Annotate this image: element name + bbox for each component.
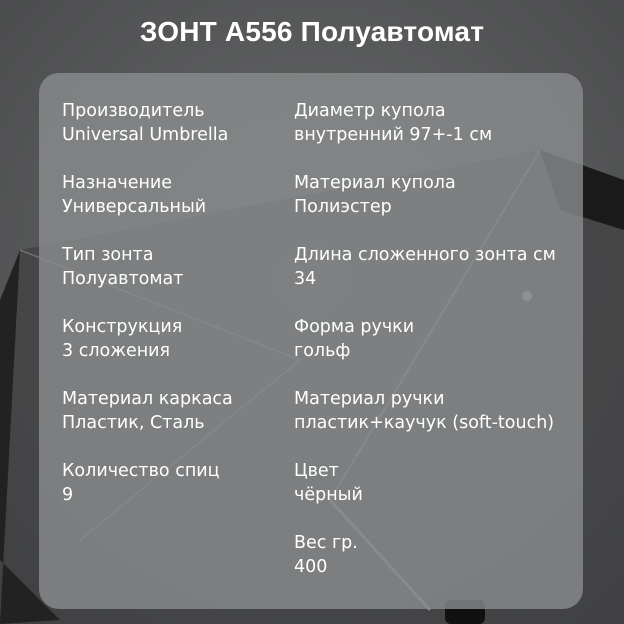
specs-right-column: [294, 99, 579, 603]
spec-umbrella-type: [62, 243, 282, 315]
spec-value: внутренний 97+-1 см: [294, 125, 493, 145]
spec-value: 3 сложения: [62, 341, 171, 361]
specs-card: [39, 73, 583, 609]
spec-label: Вес гр.: [294, 533, 358, 553]
spec-folded-length: [294, 243, 579, 315]
spec-label: Материал каркаса: [62, 389, 233, 409]
spec-value: 34: [294, 269, 317, 289]
spec-color: [294, 459, 579, 531]
spec-handle-shape: [294, 315, 579, 387]
spec-value: Полиэстер: [294, 197, 392, 217]
spec-label: Назначение: [62, 173, 173, 193]
spec-label: Длина сложенного зонта см: [294, 245, 556, 265]
spec-value: гольф: [294, 341, 351, 361]
spec-label: Количество спиц: [62, 461, 220, 481]
spec-value: 9: [62, 485, 74, 505]
spec-value: чёрный: [294, 485, 363, 505]
spec-handle-material: [294, 387, 579, 459]
spec-label: Материал купола: [294, 173, 456, 193]
spec-manufacturer: [62, 99, 282, 171]
spec-construction: [62, 315, 282, 387]
spec-value: Universal Umbrella: [62, 125, 229, 145]
spec-purpose: [62, 171, 282, 243]
spec-label: Конструкция: [62, 317, 183, 337]
spec-frame-material: [62, 387, 282, 459]
spec-label: Диаметр купола: [294, 101, 446, 121]
spec-canopy-material: [294, 171, 579, 243]
spec-value: пластик+каучук (soft-touch): [294, 413, 555, 433]
spec-value: 400: [294, 557, 328, 577]
spec-value: Универсальный: [62, 197, 207, 217]
spec-label: Материал ручки: [294, 389, 445, 409]
specs-left-column: [62, 99, 282, 531]
spec-label: Цвет: [294, 461, 339, 481]
spec-label: Тип зонта: [62, 245, 154, 265]
spec-value: Полуавтомат: [62, 269, 184, 289]
spec-canopy-diameter: [294, 99, 579, 171]
spec-ribs-count: [62, 459, 282, 531]
page-title: ЗОНТ A556 Полуавтомат: [139, 16, 485, 47]
spec-value: Пластик, Сталь: [62, 413, 205, 433]
spec-label: Форма ручки: [294, 317, 415, 337]
spec-label: Производитель: [62, 101, 205, 121]
spec-weight: [294, 531, 579, 603]
